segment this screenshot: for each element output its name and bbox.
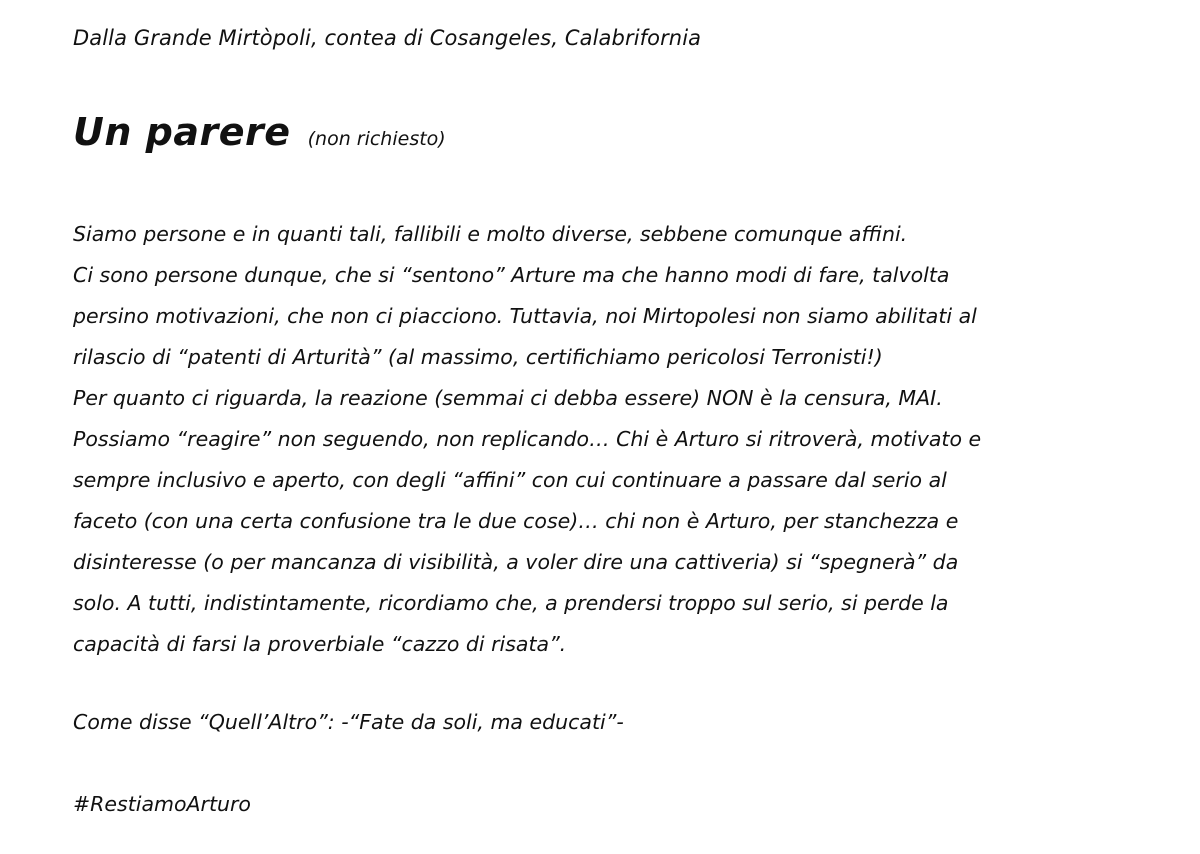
body-line: Ci sono persone dunque, che si “sentono” Arture ma che hanno modi di fare, talvolta: [73, 263, 950, 287]
body-line: Possiamo “reagire” non seguendo, non replicando… Chi è Arturo si ritroverà, motivato e: [73, 427, 982, 451]
title-row: [73, 110, 446, 154]
dateline: Dalla Grande Mirtòpoli, contea di Cosangeles, Calabrifornia: [73, 26, 702, 50]
hashtag: #RestiamoArturo: [73, 792, 251, 816]
body-line: rilascio di “patenti di Arturità” (al massimo, certifichiamo pericolosi Terronisti!): [73, 345, 883, 369]
body-line: disinteresse (o per mancanza di visibilità, a voler dire una cattiveria) si “spegnerà” da: [73, 550, 959, 574]
body-text: [73, 214, 1133, 665]
page-subtitle: (non richiesto): [307, 128, 446, 150]
body-line: persino motivazioni, che non ci piacciono. Tuttavia, noi Mirtopolesi non siamo abilitati al: [73, 304, 977, 328]
body-line: solo. A tutti, indistintamente, ricordiamo che, a prendersi troppo sul serio, si perde la: [73, 591, 949, 615]
page-title: Un parere: [73, 110, 291, 154]
body-line: Per quanto ci riguarda, la reazione (semmai ci debba essere) NON è la censura, MAI.: [73, 386, 943, 410]
body-line: capacità di farsi la proverbiale “cazzo di risata”.: [73, 632, 567, 656]
closing-quote: Come disse “Quell’Altro”: -“Fate da soli, ma educati”-: [73, 710, 624, 734]
body-line: faceto (con una certa confusione tra le due cose)… chi non è Arturo, per stanchezza e: [73, 509, 959, 533]
body-line: Siamo persone e in quanti tali, fallibili e molto diverse, sebbene comunque affini.: [73, 222, 908, 246]
body-line: sempre inclusivo e aperto, con degli “affini” con cui continuare a passare dal serio al: [73, 468, 947, 492]
